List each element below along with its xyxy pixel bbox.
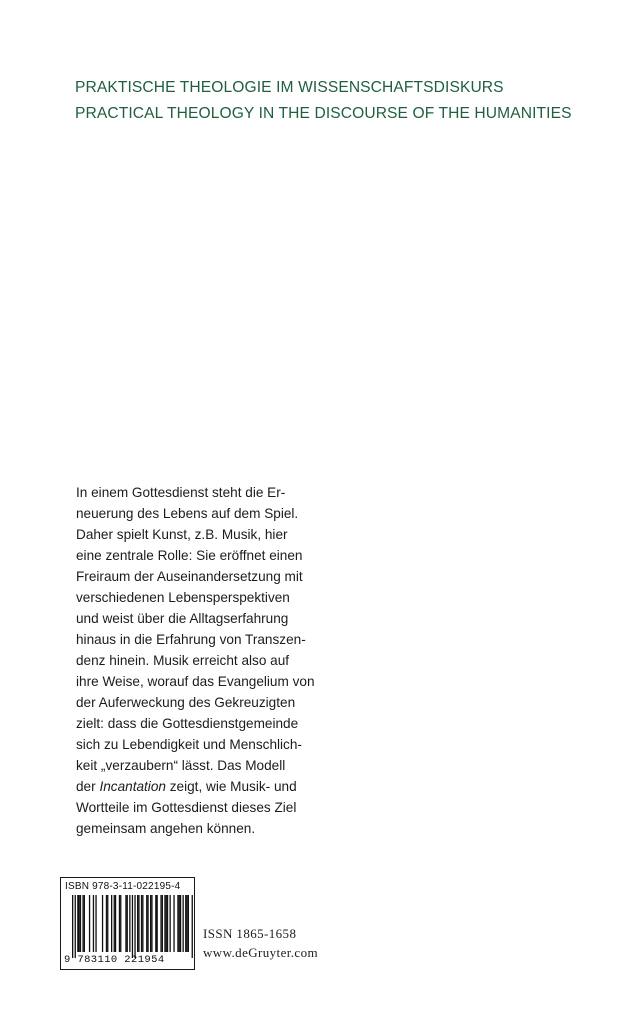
series-title-german: PRAKTISCHE THEOLOGIE IM WISSENSCHAFTSDISKURS	[75, 79, 504, 96]
barcode-bar	[146, 895, 147, 952]
blurb-line: verschiedenen Lebensperspektiven	[76, 590, 290, 605]
barcode-bar	[141, 895, 142, 952]
blurb-line: Wortteile im Gottesdienst dieses Ziel	[76, 800, 297, 815]
blurb-line: sich zu Lebendigkeit und Menschlich-	[76, 737, 302, 752]
barcode-bar	[160, 895, 161, 952]
blurb-suffix: zeigt, wie Musik- und	[165, 779, 297, 794]
publisher-website: www.deGruyter.com	[203, 945, 318, 960]
barcode-bar	[162, 895, 163, 952]
blurb-line: eine zentrale Rolle: Sie eröffnet einen	[76, 548, 303, 563]
barcode-bar	[173, 895, 174, 952]
imprint	[203, 924, 318, 962]
barcode-bar	[167, 895, 168, 952]
blurb-line: und weist über die Alltagserfahrung	[76, 611, 289, 626]
blurb-line: In einem Gottesdienst steht die Er-	[76, 485, 286, 500]
barcode-bar	[114, 895, 115, 952]
barcode-bar	[111, 895, 112, 952]
barcode-bar	[132, 895, 133, 958]
barcode-bar	[166, 895, 167, 952]
barcode-bar	[188, 895, 189, 952]
blurb-line: Freiraum der Auseinandersetzung mit	[76, 569, 303, 584]
barcode-bar	[185, 895, 186, 952]
blurb-line: denz hinein. Musik erreicht also auf	[76, 653, 290, 668]
isbn-barcode	[60, 877, 195, 970]
barcode-bar	[129, 895, 130, 952]
barcode-bar	[82, 895, 83, 952]
blurb-line-incantation	[76, 776, 376, 797]
blurb-line: keit „verzaubern“ lässt. Das Modell	[76, 758, 286, 773]
blurb-line: Daher spielt Kunst, z.B. Musik, hier	[76, 527, 288, 542]
barcode-bar	[150, 895, 151, 952]
barcode-bar	[183, 895, 184, 952]
barcode-bar	[186, 895, 187, 952]
barcode-bar	[179, 895, 180, 952]
barcode-bar	[177, 895, 178, 952]
barcode-bar	[155, 895, 156, 952]
barcode-bar	[102, 895, 103, 952]
blurb-line: hinaus in die Erfahrung von Transzen-	[76, 632, 306, 647]
barcode-bar	[119, 895, 120, 952]
barcode-bar	[142, 895, 143, 952]
blurb-prefix: der	[76, 779, 100, 794]
barcode-bar	[115, 895, 116, 952]
barcode-bar	[134, 895, 135, 958]
barcode-bar	[107, 895, 108, 952]
barcode-bar	[106, 895, 107, 952]
series-header	[75, 75, 635, 127]
incantation-term: Incantation	[99, 779, 166, 794]
barcode-digits: 9 783110 221954	[64, 954, 165, 966]
barcode-bar	[164, 895, 165, 952]
barcode-bar	[75, 895, 76, 958]
barcode-bar	[157, 895, 158, 952]
barcode-bar	[95, 895, 96, 952]
barcode-bar	[180, 895, 181, 952]
barcode-bar	[93, 895, 94, 952]
barcode-bar	[192, 895, 193, 958]
isbn-label: ISBN 978-3-11-022195-4	[65, 881, 181, 892]
issn-number: ISSN 1865-1658	[203, 926, 297, 941]
barcode-bar	[137, 895, 138, 952]
blurb-line: gemeinsam angehen können.	[76, 821, 256, 836]
barcode-bar	[89, 895, 90, 952]
barcode-bar	[79, 895, 80, 952]
blurb-line: der Auferweckung des Gekreuzigten	[76, 695, 296, 710]
blurb-line: zielt: dass die Gottesdienstgemeinde	[76, 716, 299, 731]
blurb-line: neuerung des Lebens auf dem Spiel.	[76, 506, 299, 521]
barcode-bar	[84, 895, 85, 952]
blurb-text	[76, 482, 376, 839]
barcode-bar	[77, 895, 78, 952]
barcode-bar	[120, 895, 121, 952]
barcode-bar	[151, 895, 152, 952]
barcode-bar	[125, 895, 126, 952]
barcode-bar	[72, 895, 73, 958]
barcode-bar	[147, 895, 148, 952]
barcode-bar	[127, 895, 128, 952]
barcode-bar	[138, 895, 139, 952]
blurb-line: ihre Weise, worauf das Evangelium von	[76, 674, 315, 689]
barcode-bar	[170, 895, 171, 952]
series-title-english: PRACTICAL THEOLOGY IN THE DISCOURSE OF THE HUMANITIES	[75, 105, 572, 122]
barcode-bar	[80, 895, 81, 952]
